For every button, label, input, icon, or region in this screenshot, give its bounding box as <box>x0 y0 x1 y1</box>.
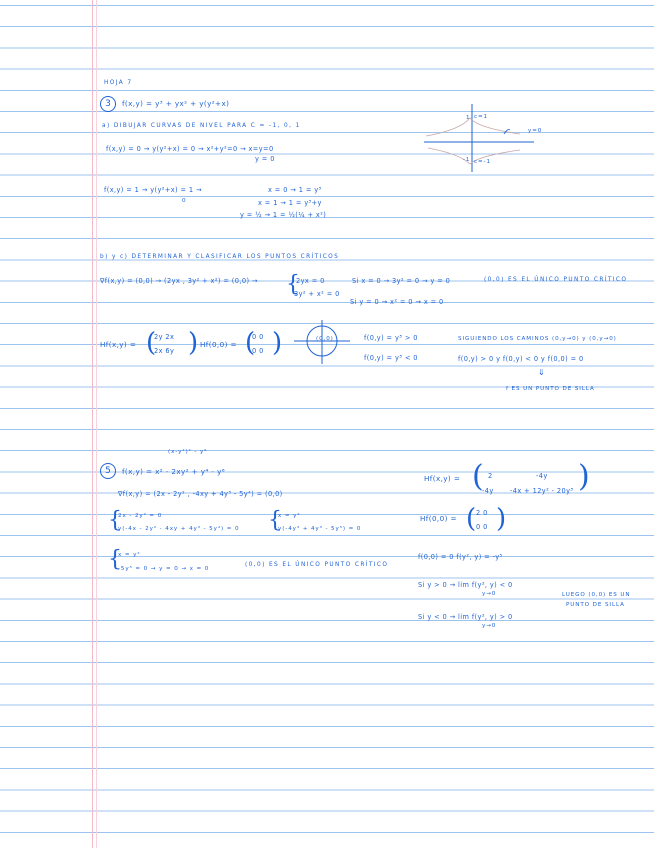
ex5-system2-eq1: x = y² <box>118 552 141 558</box>
ex3-level-c0: f(x,y) = 0 → y(y²+x) = 0 → x²+y²=0 → x=y=0 <box>106 145 274 153</box>
plot-tick-one: 1 <box>466 115 471 121</box>
ex5-hessian00-paren-left: ( <box>466 504 477 534</box>
ex3-hessian00-paren-left: ( <box>245 328 256 358</box>
ex5-hessian00-row1: 2 0 <box>476 509 488 517</box>
ex5-hessian-label: Hf(x,y) = <box>424 474 461 483</box>
ex5-gradient: ∇f(x,y) = (2x - 2y² , -4xy + 4y³ - 5y⁴) = (0,0) <box>118 490 283 498</box>
ex5-limit-positive: Si y > 0 → lim f(y², y) < 0 <box>418 581 513 589</box>
ex5-system1-eq3: x = y² <box>278 513 301 519</box>
ex3-level-c1-under: 0 <box>182 198 187 204</box>
ex3-eval-positive: f(0,y) = y³ > 0 <box>364 334 418 342</box>
ex5-limit-negative-sub: y→0 <box>482 623 497 629</box>
ex3-system-eq1: 2yx = 0 <box>296 277 325 285</box>
ex5-hessian-d: -4x + 12y² - 20y³ <box>510 487 574 495</box>
ex3-hessian-paren-right: ) <box>188 328 199 358</box>
ex3-gradient: ∇f(x,y) = (0,0) → (2yx , 3y² + x²) = (0,0) → <box>100 277 258 285</box>
saddle-sketch <box>292 318 352 366</box>
ex5-conclusion-line2: PUNTO DE SILLA <box>566 602 625 608</box>
ex3-hessian-paren-left: ( <box>146 328 157 358</box>
ex5-conclusion-line1: LUEGO (0,0) ES UN <box>562 592 631 598</box>
ex3-level-c1-row1: x = 0 → 1 = y³ <box>268 186 322 194</box>
ex5-hessian00-paren-right: ) <box>496 504 507 534</box>
ex3-level-c1-row3: y = ½ → 1 = ½(¼ + x²) <box>240 211 327 219</box>
ex5-hessian-c: -4y <box>482 487 494 495</box>
ex3-function: f(x,y) = y³ + yx² + y(y²+x) <box>122 99 230 108</box>
ex3-level-c1-row2: x = 1 → 1 = y³+y <box>258 199 322 207</box>
ex5-system1b-brace: { <box>268 508 282 533</box>
ex3-part-b-title: b) y c) DETERMINAR Y CLASIFICAR LOS PUNTOS CRÍTICOS <box>100 254 340 260</box>
ex3-hessian00-paren-right: ) <box>272 328 283 358</box>
ex3-level-c1: f(x,y) = 1 → y(y²+x) = 1 → <box>104 186 202 194</box>
ex5-rewrite: (x-y²)² - y⁶ <box>168 449 208 455</box>
ex3-eval-negative: f(0,y) = y³ < 0 <box>364 354 418 362</box>
ex3-hessian00-row2: 0 0 <box>252 347 264 355</box>
ex3-system-brace: { <box>286 272 300 297</box>
ex5-unique-critical: (0,0) ES EL ÚNICO PUNTO CRÍTICO <box>245 562 389 568</box>
ex3-hessian-row2: 2x 6y <box>154 347 175 355</box>
ex3-case-x0: Si x = 0 → 3y² = 0 → y = 0 <box>352 277 451 285</box>
ex3-case-y0: Si y = 0 → x² = 0 → x = 0 <box>350 298 444 306</box>
ex3-part-a-title: a) DIBUJAR CURVAS DE NIVEL PARA C = -1, 0, 1 <box>102 123 301 129</box>
ex3-system-eq2: 3y² + x² = 0 <box>294 290 340 298</box>
exercise-5-number: 5 <box>100 463 116 479</box>
ex5-system2-brace: { <box>108 547 122 572</box>
ex5-function: f(x,y) = x² - 2xy² + y⁴ - y⁶ <box>122 467 226 476</box>
ex5-f00-eval: f(0,0) = 0 f(y², y) = -y⁵ <box>418 553 503 561</box>
ex3-unique-critical: (0,0) ES EL ÚNICO PUNTO CRÍTICO <box>484 277 628 283</box>
ex5-limit-negative: Si y < 0 → lim f(y², y) > 0 <box>418 613 513 621</box>
level-curves-sketch <box>420 100 543 180</box>
ex5-hessian-b: -4y <box>536 472 548 480</box>
ex5-hessian00-label: Hf(0,0) = <box>420 514 457 523</box>
ex5-hessian-paren-right: ) <box>578 459 590 494</box>
plot-label-c1: c=1 <box>474 114 489 120</box>
margin-line <box>92 0 93 848</box>
margin-line-secondary <box>96 0 97 848</box>
ex3-following-paths: SIGUIENDO LOS CAMINOS (0,y→0) y (0,y→0) <box>458 336 617 342</box>
ex3-hessian00-row1: 0 0 <box>252 333 264 341</box>
ex5-hessian-a: 2 <box>488 472 493 480</box>
page-title: HOJA 7 <box>104 80 133 86</box>
ex3-implies-arrow: ⇓ <box>538 368 546 377</box>
ex5-hessian00-row2: 0 0 <box>476 523 488 531</box>
ex5-system1-eq4: y(-4y³ + 4y³ - 5y⁵) = 0 <box>278 526 362 532</box>
ex3-level-c0-result: y = 0 <box>255 155 275 163</box>
exercise-3-number: 3 <box>100 96 116 112</box>
ex5-system1-brace: { <box>108 508 122 533</box>
ex5-system1-eq2: y(-4x - 2y² - 4xy + 4y³ - 5y⁴) = 0 <box>118 526 240 532</box>
ex5-system1-eq1: 2x - 2y² = 0 <box>118 513 163 519</box>
ex3-hessian00-label: Hf(0,0) = <box>200 340 237 349</box>
ex3-hessian-label: Hf(x,y) = <box>100 340 137 349</box>
ex3-conclusion: f ES UN PUNTO DE SILLA <box>506 386 595 392</box>
ex5-limit-positive-sub: y→0 <box>482 591 497 597</box>
plot-label-right: y=0 <box>528 128 543 134</box>
plot-label-c-minus1: c=-1 <box>474 159 491 165</box>
plot-tick-neg-one: -1 <box>463 157 471 163</box>
ex3-hessian-row1: 2y 2x <box>154 333 175 341</box>
ex5-hessian-paren-left: ( <box>472 459 484 494</box>
saddle-origin-label: (0,0) <box>316 336 334 342</box>
ex3-following-result: f(0,y) > 0 y f(0,y) < 0 y f(0,0) = 0 <box>458 355 584 363</box>
ex5-system2-eq2: -5y⁵ = 0 → y = 0 → x = 0 <box>118 566 210 572</box>
